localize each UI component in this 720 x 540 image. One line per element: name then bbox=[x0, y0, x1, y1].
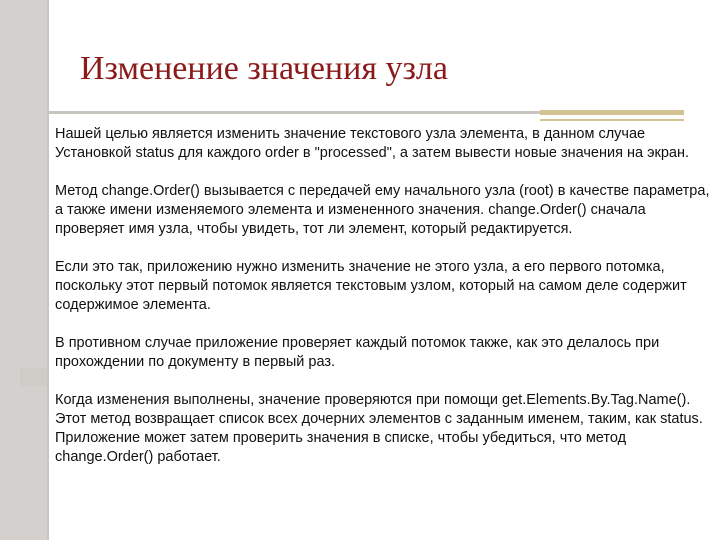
slide-title: Изменение значения узла bbox=[80, 50, 448, 87]
title-divider-accent-stripe bbox=[540, 119, 684, 121]
paragraph-first-child: Если это так, приложению нужно изменить значение не этого узла, а его первого потомка, поскольку этот первый потомок является текстовым узлом, который на самом деле содержит содержимое элемента. bbox=[55, 259, 687, 313]
sidebar-tick-decoration bbox=[20, 368, 47, 386]
paragraph-verify: Когда изменения выполнены, значение проверяются при помощи get.Elements.By.Tag.Name(). Этот метод возвращает список всех дочерних элементов с заданным именем, таким, как status. bbox=[55, 392, 703, 427]
title-divider-accent bbox=[540, 110, 684, 115]
sidebar-decoration bbox=[0, 0, 47, 540]
paragraph-check-values: Приложение может затем проверить значения в списке, чтобы убедиться, что метод change.Order() работает. bbox=[55, 430, 627, 465]
paragraph-change-order-method: Метод change.Order() вызывается с передачей ему начального узла (root) в качестве параметра, а также имени изменяемого элемента и измененного значения. change.Order() сначала проверяет имя узла, чтобы увидеть, тот ли элемент, который редактируется. bbox=[55, 183, 710, 237]
paragraph-otherwise: В противном случае приложение проверяет каждый потомок также, как это делалось при прохождении по документу в первый раз. bbox=[55, 335, 660, 370]
paragraph-goal: Нашей целью является изменить значение текстового узла элемента, в данном случае Установкой status для каждого order в "processed", а затем вывести новые значения на экран. bbox=[55, 126, 689, 161]
title-divider-gray bbox=[47, 111, 540, 114]
slide-body bbox=[55, 125, 715, 467]
sidebar-edge bbox=[47, 0, 49, 540]
